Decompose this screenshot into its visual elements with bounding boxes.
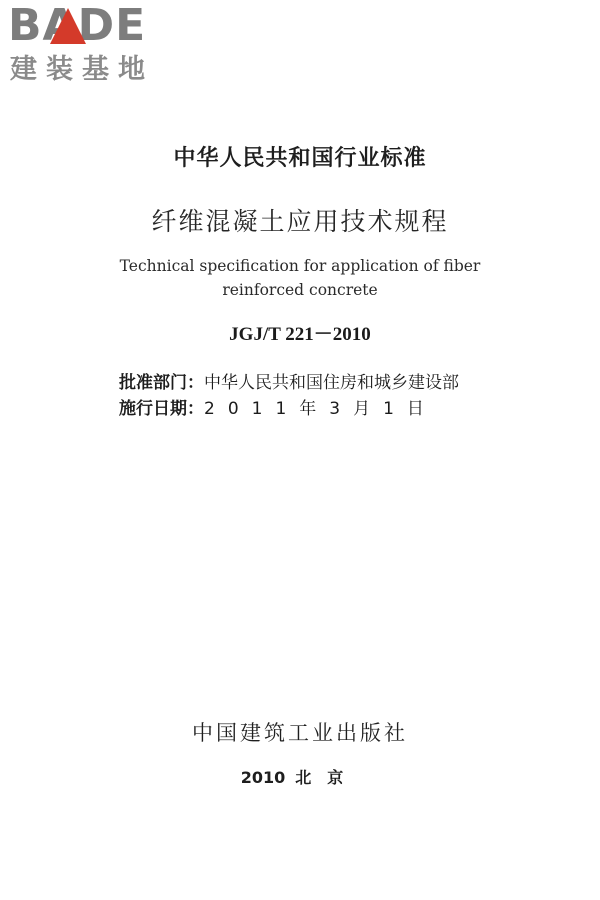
logo-mark-text: BADE (8, 0, 147, 51)
publisher-logo (8, 0, 178, 88)
effective-date (119, 394, 437, 419)
publisher-name: 中国建筑工业出版社 (192, 721, 408, 745)
standard-code: JGJ/T 221－2010 (229, 324, 371, 345)
approval-value: 中华人民共和国住房和城乡建设部 (204, 373, 459, 393)
standard-category: 中华人民共和国行业标准 (173, 146, 427, 171)
publication-year-place (0, 765, 600, 788)
title-english-line-1: Technical specification for application of fiber (119, 257, 481, 275)
approval-label: 批准部门： (119, 373, 204, 393)
approval-department (119, 368, 459, 393)
logo-triangle-icon (50, 8, 86, 44)
title-english (0, 254, 600, 302)
publication-place: 北京 (295, 768, 360, 787)
publication-year: 2010 (240, 768, 286, 787)
title-chinese: 纤维混凝土应用技术规程 (151, 207, 449, 236)
effective-value: 2011年3月1日 (204, 399, 437, 419)
effective-label: 施行日期： (119, 399, 204, 419)
logo-chinese-text: 建装基地 (10, 54, 154, 85)
title-english-line-2: reinforced concrete (222, 281, 378, 299)
